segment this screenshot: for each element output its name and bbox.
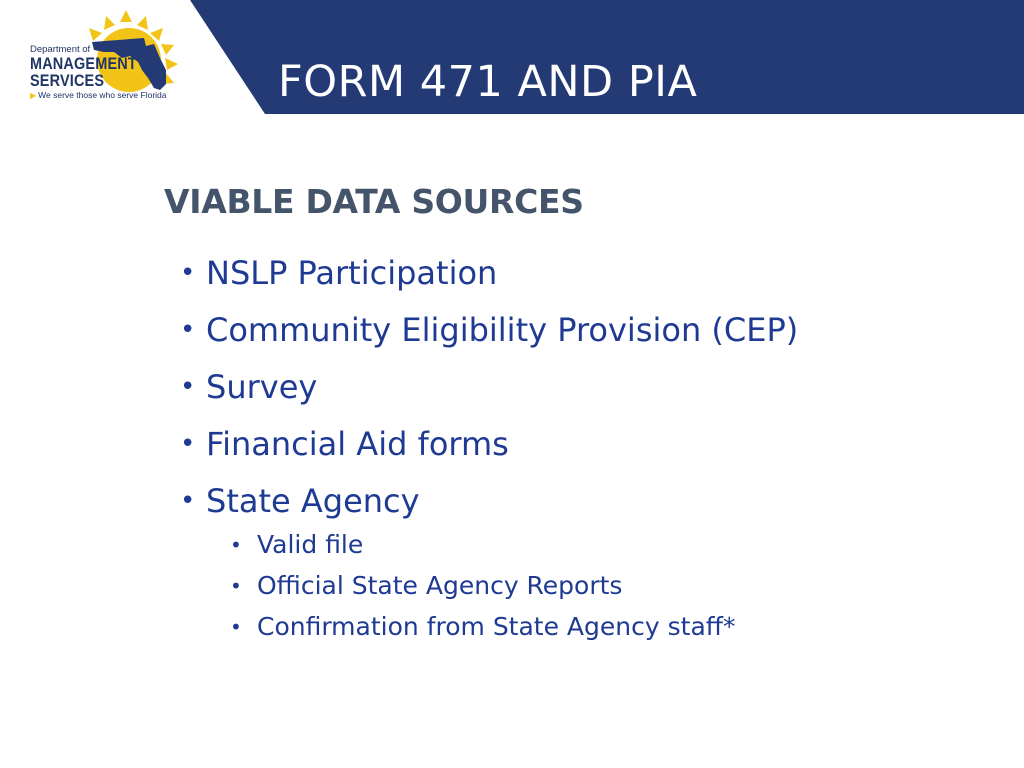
sub-list-item — [230, 525, 736, 566]
bullet-text: Financial Aid forms — [206, 425, 509, 463]
bullet-dot-icon: • — [180, 372, 196, 402]
sub-list-item — [230, 607, 736, 648]
logo-line-services: SERVICES — [30, 71, 105, 90]
bullet-text: Survey — [206, 368, 318, 406]
sub-bullet-text: Confirmation from State Agency staff* — [257, 612, 736, 641]
bullet-dot-icon: • — [230, 615, 242, 639]
list-item — [180, 305, 798, 362]
sub-bullet-text: Valid file — [257, 530, 364, 559]
list-item — [180, 419, 798, 476]
bullet-text: State Agency — [206, 482, 420, 520]
list-item — [180, 248, 798, 305]
logo-tagline-text: We serve those who serve Florida — [38, 90, 167, 100]
logo-line-management: MANAGEMENT — [30, 54, 137, 73]
bullet-dot-icon: • — [230, 574, 242, 598]
logo-tagline — [30, 89, 167, 102]
sub-list-item — [230, 566, 736, 607]
bullet-dot-icon: • — [180, 315, 196, 345]
bullet-dot-icon: • — [180, 258, 196, 288]
sub-bullet-list — [230, 525, 736, 648]
play-arrow-icon: ▶ — [30, 91, 37, 100]
bullet-text: NSLP Participation — [206, 254, 498, 292]
list-item — [180, 362, 798, 419]
bullet-text: Community Eligibility Provision (CEP) — [206, 311, 799, 349]
dms-logo — [26, 8, 196, 112]
bullet-list — [180, 248, 798, 533]
slide-title: FORM 471 AND PIA — [278, 57, 698, 107]
logo-line-department: Department of — [30, 44, 91, 55]
bullet-dot-icon: • — [230, 533, 242, 557]
sub-bullet-text: Official State Agency Reports — [257, 571, 623, 600]
bullet-dot-icon: • — [180, 429, 196, 459]
bullet-dot-icon: • — [180, 486, 196, 516]
section-heading: VIABLE DATA SOURCES — [164, 182, 584, 221]
